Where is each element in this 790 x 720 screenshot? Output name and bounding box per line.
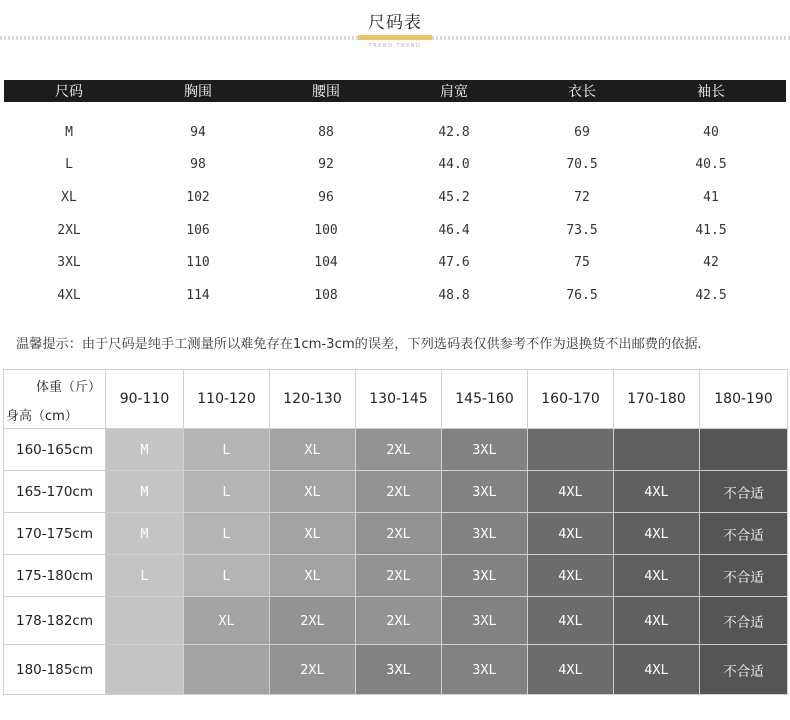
- size-cell: M: [106, 513, 184, 555]
- column-header-size: 尺码: [55, 84, 83, 100]
- sleeve-cell: 40.5: [695, 157, 727, 173]
- measurement-note: 温馨提示：由于尺码是纯手工测量所以难免存在1cm-3cm的误差，下列选码表仅供参考不作为退换货不出邮费的依据.: [16, 337, 702, 352]
- size-cell: 4XL: [57, 287, 81, 303]
- height-label: 175-180cm: [4, 555, 106, 597]
- length-cell: 75: [574, 255, 590, 271]
- chest-cell: 110: [186, 255, 210, 271]
- weight-header: 130-145: [356, 370, 442, 429]
- size-cell: M: [65, 124, 73, 140]
- table-row: [4, 149, 786, 182]
- weight-header: 145-160: [442, 370, 528, 429]
- length-cell: 69: [574, 124, 590, 140]
- weight-header: 90-110: [106, 370, 184, 429]
- weight-header: 170-180: [614, 370, 700, 429]
- height-label: 170-175cm: [4, 513, 106, 555]
- size-cell: [106, 597, 184, 645]
- table-row: [4, 555, 788, 597]
- waist-cell: 108: [314, 287, 338, 303]
- size-cell: XL: [270, 471, 356, 513]
- shoulder-cell: 47.6: [438, 255, 470, 271]
- size-cell: 2XL: [356, 597, 442, 645]
- size-cell: [614, 429, 700, 471]
- size-cell: 3XL: [442, 471, 528, 513]
- size-cell: 3XL: [442, 645, 528, 695]
- weight-header: 120-130: [270, 370, 356, 429]
- chest-cell: 98: [190, 157, 206, 173]
- size-cell: 2XL: [57, 222, 81, 238]
- size-cell: 2XL: [356, 513, 442, 555]
- size-cell: 3XL: [356, 645, 442, 695]
- size-cell: 不合适: [700, 513, 788, 555]
- chest-cell: 94: [190, 124, 206, 140]
- height-label: 160-165cm: [4, 429, 106, 471]
- shoulder-cell: 42.8: [438, 124, 470, 140]
- sleeve-cell: 40: [703, 124, 719, 140]
- size-cell: [700, 429, 788, 471]
- table-row: [4, 471, 788, 513]
- size-cell: 4XL: [528, 471, 614, 513]
- title-accent-bar: [358, 35, 432, 40]
- size-cell: 4XL: [528, 555, 614, 597]
- size-table-body: [4, 116, 786, 312]
- size-cell: M: [106, 471, 184, 513]
- shoulder-cell: 46.4: [438, 222, 470, 238]
- size-cell: L: [106, 555, 184, 597]
- size-cell: L: [184, 471, 270, 513]
- table-row: [4, 429, 788, 471]
- sleeve-cell: 41: [703, 189, 719, 205]
- size-cell: 不合适: [700, 471, 788, 513]
- height-axis-label: 身高（cm）: [6, 409, 78, 424]
- size-cell: 不合适: [700, 597, 788, 645]
- table-row: [4, 513, 788, 555]
- length-cell: 73.5: [566, 222, 598, 238]
- height-label: 165-170cm: [4, 471, 106, 513]
- shoulder-cell: 48.8: [438, 287, 470, 303]
- weight-axis-label: 体重（斤）: [35, 380, 101, 395]
- sleeve-cell: 42.5: [695, 287, 727, 303]
- size-cell: 3XL: [442, 555, 528, 597]
- size-cell: [106, 645, 184, 695]
- sleeve-cell: 41.5: [695, 222, 727, 238]
- shoulder-cell: 45.2: [438, 189, 470, 205]
- weight-header: 160-170: [528, 370, 614, 429]
- size-cell: 4XL: [614, 555, 700, 597]
- weight-header: 110-120: [184, 370, 270, 429]
- chest-cell: 114: [186, 287, 210, 303]
- column-header-length: 衣长: [568, 84, 596, 100]
- column-header-sleeve: 袖长: [697, 84, 725, 100]
- column-header-chest: 胸围: [184, 84, 212, 100]
- size-cell: 2XL: [356, 555, 442, 597]
- length-cell: 76.5: [566, 287, 598, 303]
- size-cell: XL: [270, 513, 356, 555]
- size-recommendation-table: [3, 369, 788, 695]
- size-cell: 4XL: [528, 513, 614, 555]
- table-row: [4, 116, 786, 149]
- size-cell: L: [184, 429, 270, 471]
- size-cell: 4XL: [614, 645, 700, 695]
- length-cell: 70.5: [566, 157, 598, 173]
- size-cell: XL: [270, 555, 356, 597]
- waist-cell: 104: [314, 255, 338, 271]
- weight-header: 180-190: [700, 370, 788, 429]
- size-table-header: [4, 80, 786, 102]
- length-cell: 72: [574, 189, 590, 205]
- sleeve-cell: 42: [703, 255, 719, 271]
- size-cell: 3XL: [442, 429, 528, 471]
- size-cell: 不合适: [700, 555, 788, 597]
- height-label: 180-185cm: [4, 645, 106, 695]
- chest-cell: 106: [186, 222, 210, 238]
- corner-cell: [4, 370, 106, 429]
- page-title: 尺码表: [368, 13, 422, 33]
- size-table: [4, 80, 786, 312]
- table-row: [4, 246, 786, 279]
- waist-cell: 88: [318, 124, 334, 140]
- size-cell: [184, 645, 270, 695]
- table-row: [4, 645, 788, 695]
- table-row: [4, 214, 786, 247]
- size-cell: 3XL: [442, 597, 528, 645]
- size-cell: XL: [61, 189, 77, 205]
- size-cell: XL: [184, 597, 270, 645]
- size-cell: L: [65, 157, 73, 173]
- size-cell: L: [184, 513, 270, 555]
- size-cell: 2XL: [270, 645, 356, 695]
- size-cell: M: [106, 429, 184, 471]
- column-header-shoulder: 肩宽: [440, 84, 468, 100]
- size-cell: 3XL: [57, 255, 81, 271]
- size-cell: L: [184, 555, 270, 597]
- size-cell: 4XL: [528, 597, 614, 645]
- chest-cell: 102: [186, 189, 210, 205]
- size-cell: 4XL: [614, 471, 700, 513]
- size-cell: 2XL: [356, 429, 442, 471]
- table-row: [4, 597, 788, 645]
- page-subtitle: TREND TREND: [368, 43, 422, 49]
- waist-cell: 100: [314, 222, 338, 238]
- table-row: [4, 279, 786, 312]
- column-header-waist: 腰围: [312, 84, 340, 100]
- table-header-row: [4, 370, 788, 429]
- size-cell: 3XL: [442, 513, 528, 555]
- height-label: 178-182cm: [4, 597, 106, 645]
- size-cell: [528, 429, 614, 471]
- waist-cell: 96: [318, 189, 334, 205]
- size-cell: XL: [270, 429, 356, 471]
- waist-cell: 92: [318, 157, 334, 173]
- size-cell: 4XL: [528, 645, 614, 695]
- size-cell: 4XL: [614, 513, 700, 555]
- size-cell: 2XL: [356, 471, 442, 513]
- table-row: [4, 181, 786, 214]
- size-cell: 不合适: [700, 645, 788, 695]
- size-cell: 4XL: [614, 597, 700, 645]
- size-cell: 2XL: [270, 597, 356, 645]
- shoulder-cell: 44.0: [438, 157, 470, 173]
